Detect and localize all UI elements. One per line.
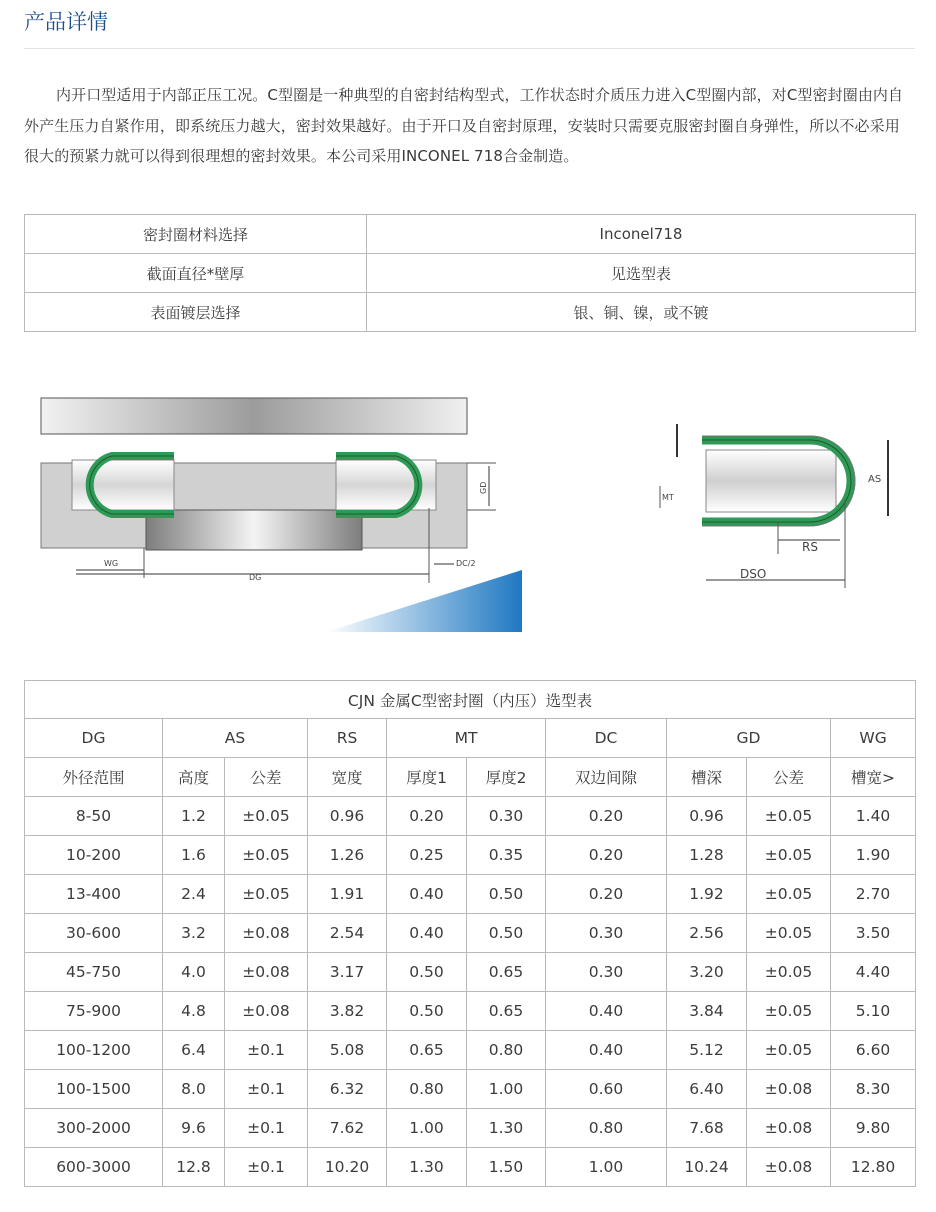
table-cell: ±0.1 xyxy=(225,1109,308,1148)
table-cell: 1.26 xyxy=(308,836,387,875)
table-row xyxy=(25,215,916,254)
table-cell: 0.30 xyxy=(467,797,546,836)
table-cell: 8.0 xyxy=(163,1070,225,1109)
table-cell: ±0.08 xyxy=(225,953,308,992)
group-header: WG xyxy=(831,719,916,758)
group-header: DC xyxy=(546,719,667,758)
title-divider xyxy=(24,48,915,49)
table-cell: 0.50 xyxy=(387,953,467,992)
table-cell: 0.20 xyxy=(546,875,667,914)
table-cell: ±0.08 xyxy=(747,1109,831,1148)
intro-paragraph: 内开口型适用于内部正压工况。C型圈是一种典型的自密封结构型式，工作状态时介质压力进入C型圈内部，对C型密封圈由内自外产生压力自紧作用，即系统压力越大，密封效果越好。由于开口及自密封原理，安装时只需要克服密封圈自身弹性，所以不必采用很大的预紧力就可以得到很理想的密封效果。本公司采用INCONEL 718合金制造。 xyxy=(24,86,904,165)
table-row xyxy=(25,914,916,953)
table-row xyxy=(25,797,916,836)
page-title: 产品详情 xyxy=(24,10,108,34)
table-cell: ±0.08 xyxy=(225,914,308,953)
spec-value: 见选型表 xyxy=(367,254,916,293)
table-cell: 45-750 xyxy=(25,953,163,992)
subheader: 公差 xyxy=(225,758,308,797)
table-cell: 4.0 xyxy=(163,953,225,992)
table-cell: 0.30 xyxy=(546,953,667,992)
table-cell: 0.65 xyxy=(387,1031,467,1070)
table-cell: 8-50 xyxy=(25,797,163,836)
table-cell: 13-400 xyxy=(25,875,163,914)
blue-ramp xyxy=(326,570,522,632)
table-cell: 100-1500 xyxy=(25,1070,163,1109)
table-cell: 3.50 xyxy=(831,914,916,953)
table-cell: 1.40 xyxy=(831,797,916,836)
table-cell: 10-200 xyxy=(25,836,163,875)
table-cell: ±0.05 xyxy=(747,992,831,1031)
spec-value: 银、铜、镍，或不镀 xyxy=(367,293,916,332)
table-cell: 1.91 xyxy=(308,875,387,914)
group-header-row xyxy=(25,719,916,758)
table-cell: 7.68 xyxy=(667,1109,747,1148)
table-cell: 3.17 xyxy=(308,953,387,992)
subheader: 槽宽> xyxy=(831,758,916,797)
label-mt: MT xyxy=(662,493,674,502)
table-cell: 1.50 xyxy=(467,1148,546,1187)
table-cell: 0.40 xyxy=(387,914,467,953)
table-cell: 4.8 xyxy=(163,992,225,1031)
table-cell: ±0.1 xyxy=(225,1070,308,1109)
table-cell: 0.60 xyxy=(546,1070,667,1109)
subheader-row xyxy=(25,758,916,797)
table-cell: 3.2 xyxy=(163,914,225,953)
table-cell: 10.24 xyxy=(667,1148,747,1187)
table-cell: 0.40 xyxy=(546,992,667,1031)
c-seal-right xyxy=(336,456,436,514)
table-cell: 0.30 xyxy=(546,914,667,953)
table-row xyxy=(25,953,916,992)
group-header: AS xyxy=(163,719,308,758)
table-row xyxy=(25,836,916,875)
group-header: MT xyxy=(387,719,546,758)
label-gd: GD xyxy=(479,481,488,494)
table-cell: 0.96 xyxy=(667,797,747,836)
table-cell: 0.80 xyxy=(467,1031,546,1070)
table-cell: 100-1200 xyxy=(25,1031,163,1070)
table-cell: 30-600 xyxy=(25,914,163,953)
center-insert xyxy=(146,510,362,550)
table-cell: 0.80 xyxy=(546,1109,667,1148)
table-row xyxy=(25,1031,916,1070)
table-cell: 12.80 xyxy=(831,1148,916,1187)
table-cell: 1.28 xyxy=(667,836,747,875)
table-cell: 2.56 xyxy=(667,914,747,953)
table-row xyxy=(25,875,916,914)
table-cell: ±0.05 xyxy=(747,1031,831,1070)
cross-section-diagram xyxy=(640,412,910,597)
table-cell: 0.40 xyxy=(546,1031,667,1070)
label-wg: WG xyxy=(104,559,119,568)
table-cell: 5.08 xyxy=(308,1031,387,1070)
label-dg: DG xyxy=(249,573,262,582)
table-cell: 1.00 xyxy=(467,1070,546,1109)
table-cell: 3.82 xyxy=(308,992,387,1031)
spec-table xyxy=(24,214,916,332)
table-cell: 5.12 xyxy=(667,1031,747,1070)
table-cell: 0.50 xyxy=(467,914,546,953)
table-row xyxy=(25,254,916,293)
table-cell: 1.2 xyxy=(163,797,225,836)
subheader: 双边间隙 xyxy=(546,758,667,797)
group-header: GD xyxy=(667,719,831,758)
table-cell: ±0.05 xyxy=(225,836,308,875)
table-cell: ±0.05 xyxy=(747,797,831,836)
table-cell: 6.40 xyxy=(667,1070,747,1109)
table-cell: ±0.05 xyxy=(747,914,831,953)
table-cell: ±0.05 xyxy=(225,875,308,914)
table-row xyxy=(25,1148,916,1187)
table-cell: 2.4 xyxy=(163,875,225,914)
table-cell: 1.92 xyxy=(667,875,747,914)
spec-label: 截面直径*壁厚 xyxy=(25,254,367,293)
table-cell: 1.30 xyxy=(387,1148,467,1187)
table-cell: 1.90 xyxy=(831,836,916,875)
table-cell: 2.54 xyxy=(308,914,387,953)
table-cell: 10.20 xyxy=(308,1148,387,1187)
table-cell: 6.32 xyxy=(308,1070,387,1109)
table-cell: 6.60 xyxy=(831,1031,916,1070)
table-cell: 8.30 xyxy=(831,1070,916,1109)
table-row xyxy=(25,293,916,332)
top-plate xyxy=(41,398,467,434)
groove-installation-diagram xyxy=(24,388,534,638)
table-cell: 1.00 xyxy=(546,1148,667,1187)
table-cell: 7.62 xyxy=(308,1109,387,1148)
table-row xyxy=(25,1070,916,1109)
table-row xyxy=(25,992,916,1031)
table-cell: 300-2000 xyxy=(25,1109,163,1148)
table-cell: 0.20 xyxy=(387,797,467,836)
subheader: 高度 xyxy=(163,758,225,797)
subheader: 外径范围 xyxy=(25,758,163,797)
label-as: AS xyxy=(868,474,882,485)
table-cell: 0.50 xyxy=(387,992,467,1031)
table-cell: 9.6 xyxy=(163,1109,225,1148)
c-seal-left xyxy=(72,456,174,514)
spec-value: Inconel718 xyxy=(367,215,916,254)
table-cell: ±0.08 xyxy=(747,1148,831,1187)
table-cell: 0.35 xyxy=(467,836,546,875)
table-cell: 3.20 xyxy=(667,953,747,992)
table-cell: 0.25 xyxy=(387,836,467,875)
table-cell: 3.84 xyxy=(667,992,747,1031)
table-cell: 0.65 xyxy=(467,992,546,1031)
subheader: 槽深 xyxy=(667,758,747,797)
label-dso: DSO xyxy=(740,567,767,581)
table-cell: 0.40 xyxy=(387,875,467,914)
label-dc: DC/2 xyxy=(456,559,476,568)
table-cell: ±0.05 xyxy=(747,953,831,992)
table-cell: ±0.1 xyxy=(225,1031,308,1070)
table-cell: ±0.05 xyxy=(225,797,308,836)
table-cell: 1.6 xyxy=(163,836,225,875)
table-cell: 4.40 xyxy=(831,953,916,992)
table-cell: ±0.08 xyxy=(225,992,308,1031)
table-cell: 9.80 xyxy=(831,1109,916,1148)
table-cell: ±0.1 xyxy=(225,1148,308,1187)
table-caption-row xyxy=(25,681,916,719)
table-cell: 2.70 xyxy=(831,875,916,914)
group-header: RS xyxy=(308,719,387,758)
table-caption: CJN 金属C型密封圈（内压）选型表 xyxy=(25,681,916,719)
table-cell: 5.10 xyxy=(831,992,916,1031)
label-rs: RS xyxy=(802,540,818,554)
table-cell: ±0.05 xyxy=(747,836,831,875)
spec-label: 密封圈材料选择 xyxy=(25,215,367,254)
size-selection-table xyxy=(24,680,916,1187)
table-cell: 1.30 xyxy=(467,1109,546,1148)
table-row xyxy=(25,1109,916,1148)
subheader: 宽度 xyxy=(308,758,387,797)
table-cell: 0.50 xyxy=(467,875,546,914)
table-cell: ±0.08 xyxy=(747,1070,831,1109)
table-cell: 6.4 xyxy=(163,1031,225,1070)
table-cell: 600-3000 xyxy=(25,1148,163,1187)
table-cell: 1.00 xyxy=(387,1109,467,1148)
table-cell: 75-900 xyxy=(25,992,163,1031)
spec-label: 表面镀层选择 xyxy=(25,293,367,332)
table-cell: 0.20 xyxy=(546,836,667,875)
subheader: 公差 xyxy=(747,758,831,797)
table-cell: 0.65 xyxy=(467,953,546,992)
table-cell: 0.80 xyxy=(387,1070,467,1109)
subheader: 厚度1 xyxy=(387,758,467,797)
subheader: 厚度2 xyxy=(467,758,546,797)
table-cell: ±0.05 xyxy=(747,875,831,914)
table-cell: 12.8 xyxy=(163,1148,225,1187)
group-header: DG xyxy=(25,719,163,758)
table-cell: 0.96 xyxy=(308,797,387,836)
table-cell: 0.20 xyxy=(546,797,667,836)
